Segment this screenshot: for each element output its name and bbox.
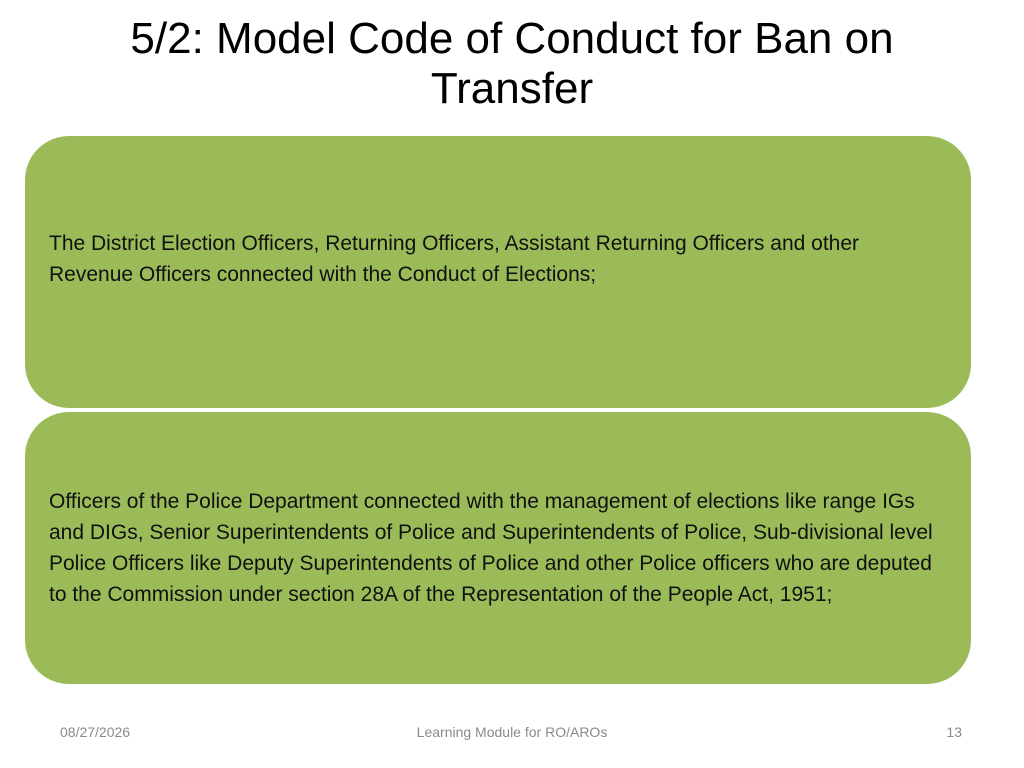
- slide-title: [40, 14, 984, 114]
- footer-title: Learning Module for RO/AROs: [416, 724, 608, 740]
- content-box-text: The District Election Officers, Returning Officers, Assistant Returning Officers and other Revenue Officers connected with the Conduct of Elections;: [49, 232, 860, 286]
- slide-title-line-1: 5/2: Model Code of Conduct for Ban on: [130, 14, 894, 63]
- footer-date: 08/27/2026: [60, 724, 131, 740]
- footer-page-number: 13: [946, 724, 962, 740]
- content-box-election-officers: [25, 136, 971, 408]
- content-box-text: Officers of the Police Department connected with the management of elections like range IGs and DIGs, Senior Superintendents of Police and Superintendents of Police, Sub-divisional level Police Officers like Deputy Superintendents of Police and other Police officers who are deputed to the Commission under section 28A of the Representation of the People Act, 1951;: [49, 490, 933, 606]
- content-box-police-officers: [25, 412, 971, 684]
- slide-title-line-2: Transfer: [430, 64, 594, 113]
